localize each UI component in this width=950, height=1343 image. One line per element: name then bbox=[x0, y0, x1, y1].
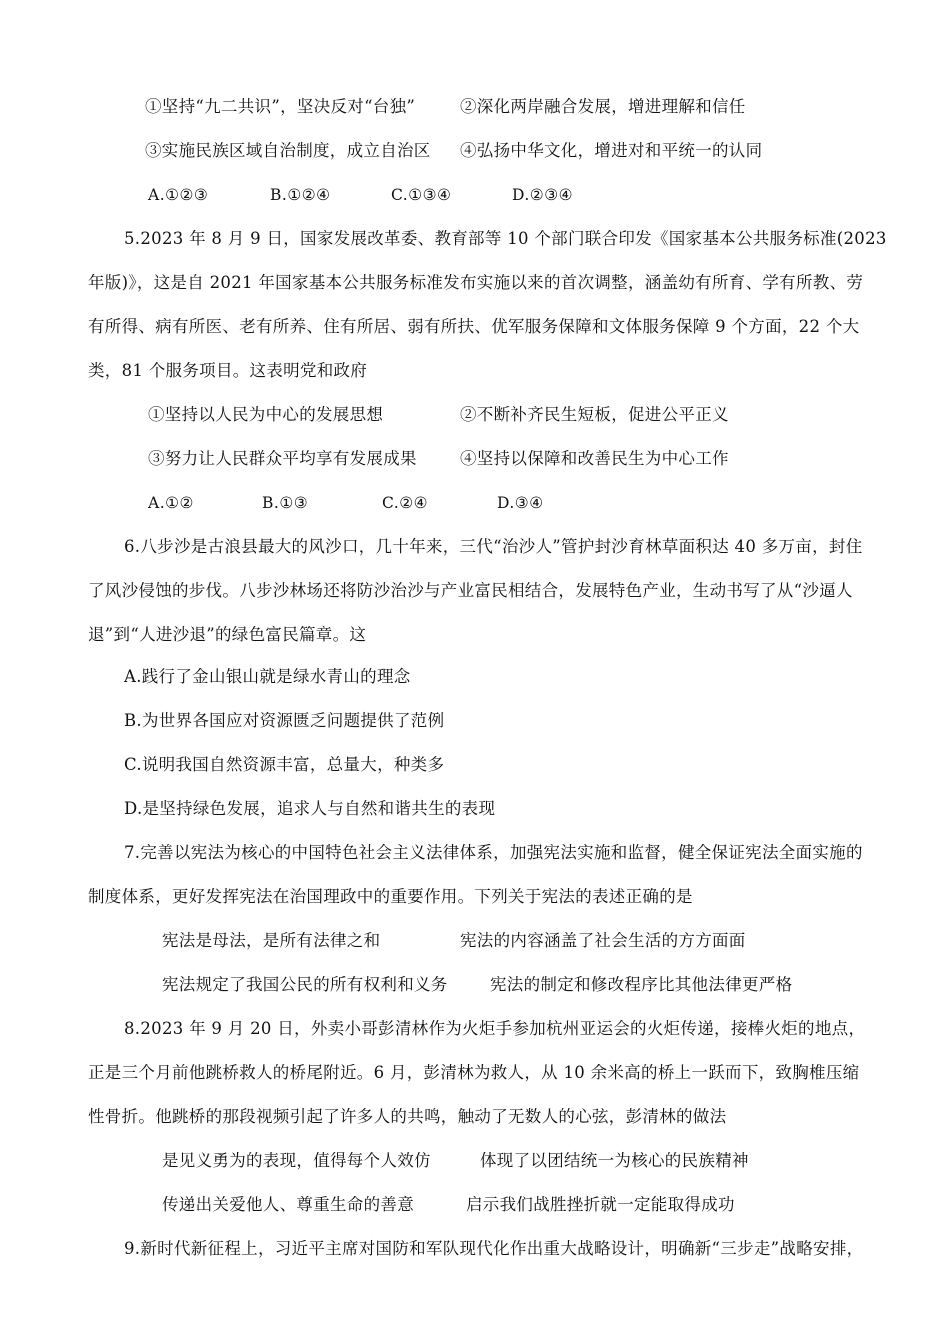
q8-stem-line: 正是三个月前他跳桥救人的桥尾附近。6 月，彭清林为救人，从 10 余米高的桥上一跃而下，致胸椎压缩 bbox=[88, 1063, 860, 1082]
q6-stem-line: 了风沙侵蚀的步伐。八步沙林场还将防沙治沙与产业富民相结合，发展特色产业，生动书写了从“沙逼人 bbox=[88, 581, 853, 600]
q5-choice-2: ②不断补齐民生短板，促进公平正义 bbox=[460, 405, 729, 424]
q7-stem-line: 制度体系，更好发挥宪法在治国理政中的重要作用。下列关于宪法的表述正确的是 bbox=[88, 887, 693, 906]
q5-choice-1: ①坚持以人民为中心的发展思想 bbox=[148, 405, 384, 424]
q8-choice-4: 启示我们战胜挫折就一定能取得成功 bbox=[466, 1195, 735, 1214]
q5-option-c: C.②④ bbox=[382, 494, 429, 512]
q5-option-d: D.③④ bbox=[497, 494, 544, 512]
q9-stem-line: 9.新时代新征程上，习近平主席对国防和军队现代化作出重大战略设计，明确新“三步走”战略安排， bbox=[124, 1239, 864, 1258]
q5-stem-line: 类，81 个服务项目。这表明党和政府 bbox=[88, 361, 368, 380]
q4-option-a: A.①②③ bbox=[148, 186, 209, 204]
q4-choice-3: ③实施民族区域自治制度，成立自治区 bbox=[145, 141, 431, 160]
q5-stem-line: 有所得、病有所医、老有所养、住有所居、弱有所扶、优军服务保障和文体服务保障 9 个方面，22 个大 bbox=[88, 317, 860, 336]
q5-choice-4: ④坚持以保障和改善民生为中心工作 bbox=[460, 449, 729, 468]
q5-choice-3: ③努力让人民群众平均享有发展成果 bbox=[148, 449, 417, 468]
q4-choice-4: ④弘扬中华文化，增进对和平统一的认同 bbox=[460, 141, 763, 160]
q8-choice-3: 传递出关爱他人、尊重生命的善意 bbox=[162, 1195, 414, 1214]
q8-choice-2: 体现了以团结统一为核心的民族精神 bbox=[480, 1151, 749, 1170]
q6-option-a: A.践行了金山银山就是绿水青山的理念 bbox=[124, 667, 411, 686]
q6-stem-line: 6.八步沙是古浪县最大的风沙口，几十年来，三代“治沙人”管护封沙育林草面积达 40 多万亩，封住 bbox=[124, 537, 863, 556]
q4-option-b: B.①②④ bbox=[270, 186, 331, 204]
q6-stem-line: 退”到“人进沙退”的绿色富民篇章。这 bbox=[88, 625, 367, 644]
q4-choice-2: ②深化两岸融合发展，增进理解和信任 bbox=[460, 97, 746, 116]
q7-choice-4: 宪法的制定和修改程序比其他法律更严格 bbox=[490, 975, 793, 994]
q4-option-c: C.①③④ bbox=[391, 186, 452, 204]
q6-option-d: D.是坚持绿色发展，追求人与自然和谐共生的表现 bbox=[124, 799, 496, 818]
q4-option-d: D.②③④ bbox=[512, 186, 573, 204]
q5-stem-line: 年版)》，这是自 2021 年国家基本公共服务标准发布实施以来的首次调整，涵盖幼有所育、学有所教、劳 bbox=[88, 273, 864, 292]
q7-choice-3: 宪法规定了我国公民的所有权利和义务 bbox=[162, 975, 448, 994]
q8-stem-line: 8.2023 年 9 月 20 日，外卖小哥彭清林作为火炬手参加杭州亚运会的火炬传递，接棒火炬的地点， bbox=[124, 1019, 866, 1038]
q4-choice-1: ①坚持“九二共识”，坚决反对“台独” bbox=[145, 97, 416, 116]
q5-option-b: B.①③ bbox=[262, 494, 309, 512]
q8-choice-1: 是见义勇为的表现，值得每个人效仿 bbox=[162, 1151, 431, 1170]
q5-option-a: A.①② bbox=[148, 494, 194, 512]
q6-option-b: B.为世界各国应对资源匮乏问题提供了范例 bbox=[124, 711, 445, 730]
q6-option-c: C.说明我国自然资源丰富，总量大，种类多 bbox=[124, 755, 445, 774]
q5-stem-line: 5.2023 年 8 月 9 日，国家发展改革委、教育部等 10 个部门联合印发《国家基本公共服务标准(2023 bbox=[124, 229, 887, 248]
q7-stem-line: 7.完善以宪法为核心的中国特色社会主义法律体系，加强宪法实施和监督，健全保证宪法全面实施的 bbox=[124, 843, 863, 862]
q7-choice-1: 宪法是母法，是所有法律之和 bbox=[162, 931, 381, 950]
q7-choice-2: 宪法的内容涵盖了社会生活的方方面面 bbox=[460, 931, 746, 950]
q8-stem-line: 性骨折。他跳桥的那段视频引起了许多人的共鸣，触动了无数人的心弦，彭清林的做法 bbox=[88, 1107, 727, 1126]
